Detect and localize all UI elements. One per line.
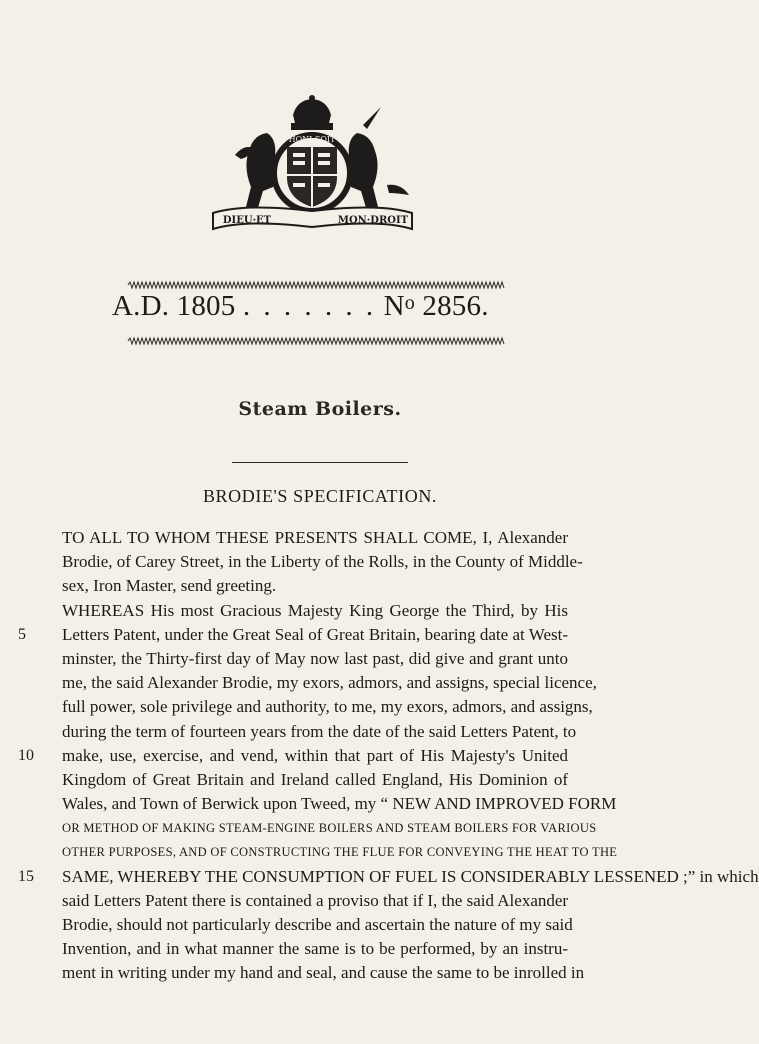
patent-header	[112, 290, 522, 323]
leader-dots: . . . . . . .	[242, 290, 377, 322]
line-text: during the term of fourteen years from the date of the said Letters Patent, to	[62, 721, 577, 741]
text-line	[62, 792, 617, 816]
text-line	[18, 623, 568, 647]
text-line	[62, 816, 597, 840]
text-line	[18, 744, 568, 768]
text-line	[62, 671, 597, 695]
line-text: OR METHOD OF MAKING STEAM-ENGINE BOILERS AND STEAM BOILERS FOR VARIOUS	[62, 821, 597, 836]
line-text: OTHER PURPOSES, AND OF CONSTRUCTING THE FLUE FOR CONVEYING THE HEAT TO THE	[62, 845, 618, 860]
text-line	[62, 889, 568, 913]
line-number: 15	[18, 867, 34, 885]
patent-number: 2856.	[422, 290, 489, 322]
line-text: SAME, WHEREBY THE CONSUMPTION OF FUEL IS CONSIDERABLY LESSENED ;” in which	[62, 866, 759, 886]
wavy-rule-bottom	[128, 337, 504, 345]
line-number: 10	[18, 746, 34, 764]
patent-number-prefix: N	[383, 290, 405, 322]
text-line	[62, 647, 568, 671]
text-line	[62, 599, 568, 623]
line-text: TO ALL TO WHOM THESE PRESENTS SHALL COME, I, Alexander	[62, 528, 568, 547]
text-line	[62, 961, 585, 985]
line-text: said Letters Patent there is contained a proviso that if I, the said Alexander	[62, 890, 569, 910]
line-text: ment in writing under my hand and seal, and cause the same to be inrolled in	[62, 963, 585, 983]
patent-number-sup: o	[404, 292, 415, 314]
line-text: Invention, and in what manner the same is to be performed, by an instru-	[62, 939, 568, 959]
specification-body	[18, 526, 759, 986]
text-line	[62, 840, 618, 864]
garter-text: HONI·SOIT	[288, 135, 336, 144]
text-line	[62, 768, 568, 792]
subject-heading: Steam Boilers.	[238, 398, 402, 420]
text-line	[62, 720, 577, 744]
text-line	[62, 526, 568, 550]
motto-left: DIEU·ET	[222, 215, 272, 226]
specification-title: BRODIE'S SPECIFICATION.	[202, 486, 438, 506]
line-text: WHEREAS His most Gracious Majesty King George the Third, by His	[62, 600, 568, 620]
text-line	[18, 865, 759, 889]
text-line	[62, 695, 593, 719]
patent-year: A.D. 1805	[112, 290, 236, 322]
divider-rule	[232, 462, 408, 463]
royal-coat-of-arms	[205, 95, 420, 235]
text-line	[62, 937, 568, 961]
line-text: Brodie, of Carey Street, in the Liberty of the Rolls, in the County of Middle-	[62, 552, 583, 572]
line-text: me, the said Alexander Brodie, my exors, admors, and assigns, special licence,	[62, 673, 597, 693]
line-text: minster, the Thirty-first day of May now last past, did give and grant unto	[62, 648, 568, 668]
line-text: Kingdom of Great Britain and Ireland called England, His Dominion of	[62, 769, 568, 789]
wavy-rule-top	[128, 281, 504, 289]
motto-right: MON·DROIT	[337, 215, 409, 226]
line-number: 5	[18, 625, 26, 643]
text-line	[62, 913, 573, 937]
line-text: sex, Iron Master, send greeting.	[62, 576, 277, 596]
line-text: Brodie, should not particularly describe and ascertain the nature of my said	[62, 915, 573, 934]
line-text: Letters Patent, under the Great Seal of Great Britain, bearing date at West-	[62, 624, 568, 644]
text-line	[62, 574, 568, 598]
text-line	[62, 550, 583, 574]
line-text: Wales, and Town of Berwick upon Tweed, my “ NEW AND IMPROVED FORM	[62, 794, 617, 814]
line-text: make, use, exercise, and vend, within that part of His Majesty's United	[62, 745, 568, 765]
line-text: full power, sole privilege and authority, to me, my exors, admors, and assigns,	[62, 697, 593, 717]
